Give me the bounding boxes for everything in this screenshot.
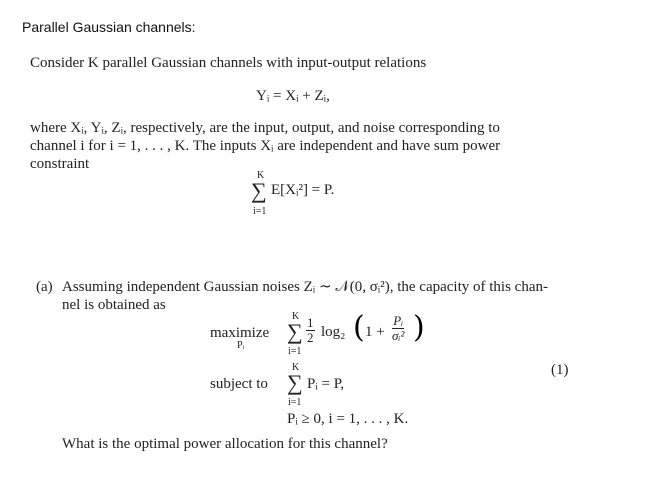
nonnegativity-constraint: Pᵢ ≥ 0, i = 1, . . . , K.: [287, 411, 409, 427]
part-a-label: (a): [36, 279, 53, 295]
open-paren: (: [353, 310, 365, 345]
constraint-sum-symbol: ∑: [251, 178, 267, 203]
subject-sum-symbol: ∑: [287, 370, 303, 395]
constraint-body: E[Xᵢ²] = P.: [271, 182, 335, 198]
subject-lower-limit: i=1: [288, 397, 302, 408]
one-half-denominator: 2: [307, 330, 314, 345]
equation-number: (1): [551, 362, 569, 378]
intro-line-1: Consider K parallel Gaussian channels with input-output relations: [30, 55, 427, 71]
maximize-label: maximize: [210, 325, 270, 341]
part-a-line-1: Assuming independent Gaussian noises Zᵢ ∼ 𝒩(0, σᵢ²), the capacity of this chan-: [62, 279, 548, 295]
objective-sum-symbol: ∑: [287, 319, 303, 344]
snr-numerator: Pᵢ: [393, 313, 404, 328]
snr-denominator: σᵢ²: [392, 328, 405, 343]
subject-to-label: subject to: [210, 376, 268, 392]
objective-upper-limit: K: [292, 311, 300, 322]
intro-line-2: where Xᵢ, Yᵢ, Zᵢ, respectively, are the input, output, and noise corresponding to: [30, 120, 500, 136]
intro-line-4: constraint: [30, 156, 90, 172]
part-a-line-2: nel is obtained as: [62, 297, 166, 313]
one-half-numerator: 1: [307, 315, 314, 330]
subject-upper-limit: K: [292, 362, 300, 373]
one-plus: 1 +: [365, 324, 385, 340]
one-half-fraction: [306, 316, 315, 345]
constraint-lower-limit: i=1: [253, 206, 267, 217]
constraint-upper-limit: K: [257, 170, 265, 181]
page-title: Parallel Gaussian channels:: [22, 19, 196, 35]
objective-lower-limit: i=1: [288, 346, 302, 357]
close-paren: ): [413, 310, 425, 345]
intro-line-3: channel i for i = 1, . . . , K. The inputs Xᵢ are independent and have sum power: [30, 138, 501, 154]
log-function: log₂: [321, 324, 346, 340]
snr-fraction: [392, 314, 404, 343]
maximize-variable: Pᵢ: [237, 340, 245, 351]
question-text: What is the optimal power allocation for this channel?: [62, 436, 388, 452]
sum-equality-constraint: Pᵢ = P,: [307, 376, 345, 392]
io-relation: Yᵢ = Xᵢ + Zᵢ,: [256, 88, 330, 104]
